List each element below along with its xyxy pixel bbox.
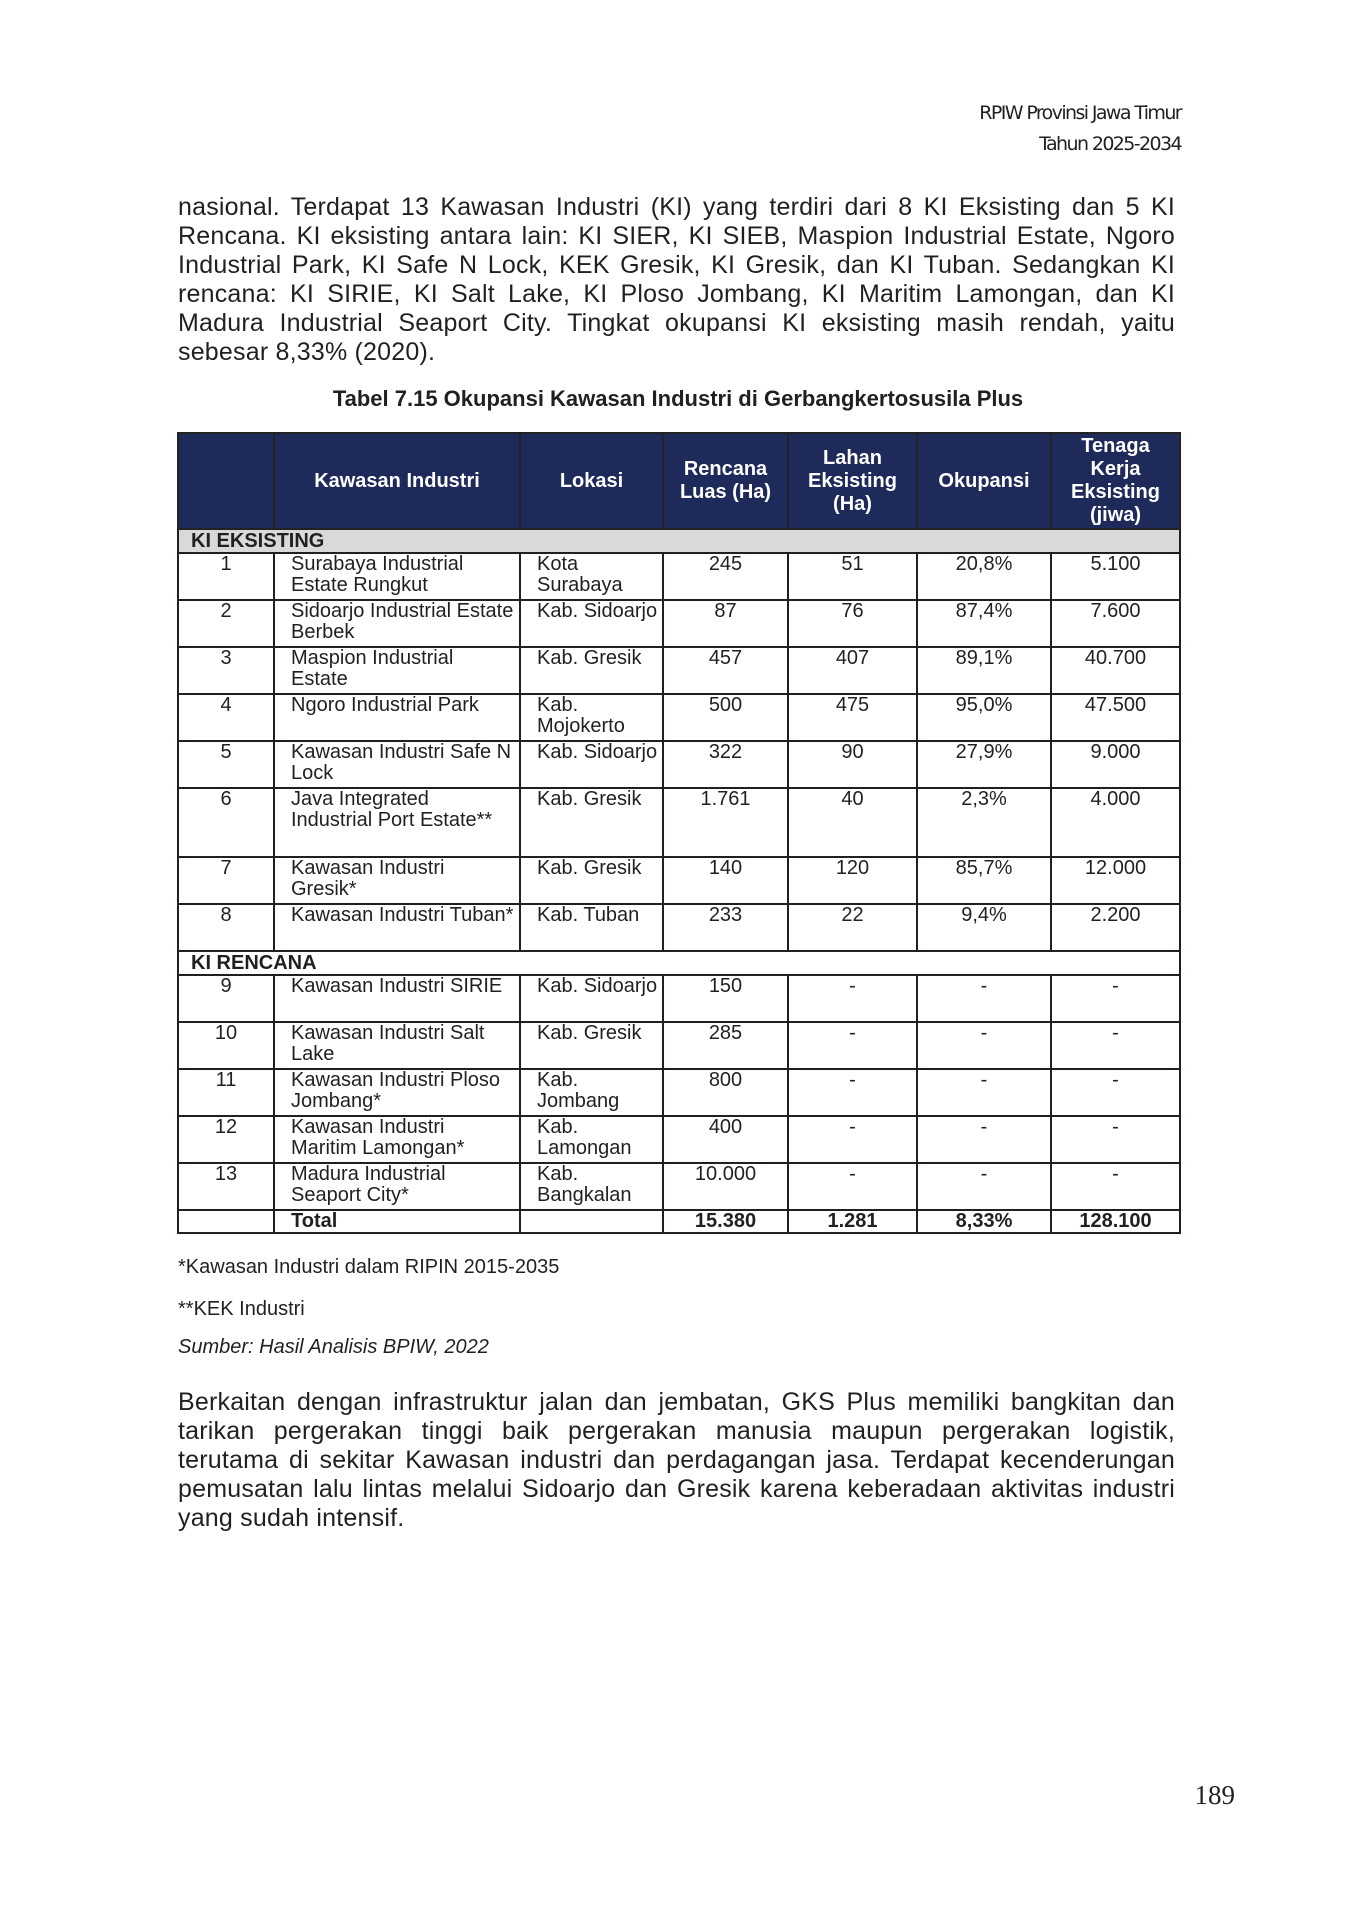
- table-row: [178, 857, 1180, 904]
- cell-no: 10: [178, 1022, 274, 1069]
- cell-tenaga-kerja: 9.000: [1051, 741, 1180, 788]
- cell-rencana-luas: 322: [663, 741, 788, 788]
- cell-okupansi: 85,7%: [917, 857, 1051, 904]
- cell-kawasan: Java Integrated Industrial Port Estate**: [274, 788, 520, 857]
- table-row: [178, 788, 1180, 857]
- cell-rencana-luas: 1.761: [663, 788, 788, 857]
- cell-no: 13: [178, 1163, 274, 1210]
- table-row: [178, 1163, 1180, 1210]
- cell-kawasan: Kawasan Industri SIRIE: [274, 975, 520, 1022]
- cell-lokasi: Kab. Sidoarjo: [520, 741, 663, 788]
- cell-lokasi: Kab. Gresik: [520, 857, 663, 904]
- cell-okupansi: -: [917, 1116, 1051, 1163]
- cell-lokasi: Kab. Gresik: [520, 647, 663, 694]
- total-rencana-luas: 15.380: [663, 1210, 788, 1233]
- section-row-planned: [178, 951, 1180, 975]
- header-title: RPIW Provinsi Jawa Timur: [979, 102, 1181, 124]
- table-row: [178, 741, 1180, 788]
- cell-no: [178, 1210, 274, 1233]
- table-row: [178, 1116, 1180, 1163]
- cell-kawasan: Kawasan Industri Maritim Lamongan*: [274, 1116, 520, 1163]
- cell-rencana-luas: 800: [663, 1069, 788, 1116]
- cell-kawasan: Maspion Industrial Estate: [274, 647, 520, 694]
- cell-tenaga-kerja: -: [1051, 1116, 1180, 1163]
- cell-tenaga-kerja: 4.000: [1051, 788, 1180, 857]
- cell-okupansi: 20,8%: [917, 553, 1051, 600]
- total-row: [178, 1210, 1180, 1233]
- col-header-rencana-luas: Rencana Luas (Ha): [663, 433, 788, 529]
- cell-lahan-eksisting: 90: [788, 741, 917, 788]
- table-row: [178, 1069, 1180, 1116]
- col-header-kawasan: Kawasan Industri: [274, 433, 520, 529]
- cell-tenaga-kerja: 5.100: [1051, 553, 1180, 600]
- col-header-no: [178, 433, 274, 529]
- cell-okupansi: 87,4%: [917, 600, 1051, 647]
- cell-rencana-luas: 233: [663, 904, 788, 951]
- cell-tenaga-kerja: 2.200: [1051, 904, 1180, 951]
- cell-okupansi: 95,0%: [917, 694, 1051, 741]
- cell-lahan-eksisting: 22: [788, 904, 917, 951]
- cell-tenaga-kerja: 12.000: [1051, 857, 1180, 904]
- cell-kawasan: Ngoro Industrial Park: [274, 694, 520, 741]
- total-okupansi: 8,33%: [917, 1210, 1051, 1233]
- cell-kawasan: Madura Industrial Seaport City*: [274, 1163, 520, 1210]
- cell-rencana-luas: 457: [663, 647, 788, 694]
- cell-okupansi: 2,3%: [917, 788, 1051, 857]
- cell-lahan-eksisting: 407: [788, 647, 917, 694]
- cell-lokasi: Kab. Bangkalan: [520, 1163, 663, 1210]
- cell-lokasi: Kab. Mojokerto: [520, 694, 663, 741]
- cell-no: 11: [178, 1069, 274, 1116]
- cell-lokasi: Kab. Lamongan: [520, 1116, 663, 1163]
- cell-lahan-eksisting: -: [788, 1022, 917, 1069]
- cell-no: 4: [178, 694, 274, 741]
- cell-rencana-luas: 10.000: [663, 1163, 788, 1210]
- cell-tenaga-kerja: -: [1051, 1022, 1180, 1069]
- total-tenaga-kerja: 128.100: [1051, 1210, 1180, 1233]
- total-lahan-eksisting: 1.281: [788, 1210, 917, 1233]
- running-header: [979, 98, 1181, 160]
- cell-rencana-luas: 400: [663, 1116, 788, 1163]
- cell-rencana-luas: 500: [663, 694, 788, 741]
- cell-kawasan: Kawasan Industri Ploso Jombang*: [274, 1069, 520, 1116]
- table-row: [178, 904, 1180, 951]
- table-row: [178, 647, 1180, 694]
- footnote-single: *Kawasan Industri dalam RIPIN 2015-2035: [178, 1256, 560, 1278]
- cell-no: 12: [178, 1116, 274, 1163]
- closing-paragraph: Berkaitan dengan infrastruktur jalan dan jembatan, GKS Plus memiliki bangkitan dan tarikan pergerakan tinggi baik pergerakan manusia maupun pergerakan logistik, terutama di sekitar Kawasan industri dan perdagangan jasa. Terdapat kecenderungan pemusatan lalu lintas melalui Sidoarjo dan Gresik karena keberadaan aktivitas industri yang sudah intensif.: [178, 1388, 1175, 1532]
- cell-okupansi: -: [917, 1022, 1051, 1069]
- cell-no: 3: [178, 647, 274, 694]
- cell-lokasi: Kab. Sidoarjo: [520, 600, 663, 647]
- col-header-tenaga-kerja: Tenaga Kerja Eksisting (jiwa): [1051, 433, 1180, 529]
- cell-lahan-eksisting: -: [788, 1163, 917, 1210]
- cell-kawasan: Sidoarjo Industrial Estate Berbek: [274, 600, 520, 647]
- cell-rencana-luas: 285: [663, 1022, 788, 1069]
- cell-lokasi: Kab. Tuban: [520, 904, 663, 951]
- cell-no: 2: [178, 600, 274, 647]
- table-row: [178, 694, 1180, 741]
- table-header-row: [178, 433, 1180, 529]
- cell-lokasi: Kab. Jombang: [520, 1069, 663, 1116]
- cell-no: 9: [178, 975, 274, 1022]
- table-row: [178, 553, 1180, 600]
- industrial-estate-table: [177, 432, 1181, 1234]
- col-header-lokasi: Lokasi: [520, 433, 663, 529]
- cell-tenaga-kerja: 40.700: [1051, 647, 1180, 694]
- cell-lahan-eksisting: -: [788, 1116, 917, 1163]
- cell-okupansi: 9,4%: [917, 904, 1051, 951]
- cell-no: 8: [178, 904, 274, 951]
- cell-no: 1: [178, 553, 274, 600]
- header-years: Tahun 2025-2034: [1039, 133, 1181, 155]
- cell-no: 7: [178, 857, 274, 904]
- intro-paragraph: nasional. Terdapat 13 Kawasan Industri (KI) yang terdiri dari 8 KI Eksisting dan 5 KI Rencana. KI eksisting antara lain: KI SIER, KI SIEB, Maspion Industrial Estate, Ngoro Industrial Park, KI Safe N Lock, KEK Gresik, KI Gresik, dan KI Tuban. Sedangkan KI rencana: KI SIRIE, KI Salt Lake, KI Ploso Jombang, KI Maritim Lamongan, dan KI Madura Industrial Seaport City. Tingkat okupansi KI eksisting masih rendah, yaitu sebesar 8,33% (2020).: [178, 193, 1175, 366]
- footnote-double: **KEK Industri: [178, 1298, 305, 1320]
- table-row: [178, 975, 1180, 1022]
- cell-tenaga-kerja: -: [1051, 1163, 1180, 1210]
- cell-lahan-eksisting: 475: [788, 694, 917, 741]
- cell-okupansi: 89,1%: [917, 647, 1051, 694]
- cell-no: 6: [178, 788, 274, 857]
- cell-lokasi: Kab. Gresik: [520, 788, 663, 857]
- cell-lokasi: Kab. Sidoarjo: [520, 975, 663, 1022]
- source-note: Sumber: Hasil Analisis BPIW, 2022: [178, 1336, 489, 1358]
- cell-lahan-eksisting: -: [788, 1069, 917, 1116]
- cell-tenaga-kerja: -: [1051, 1069, 1180, 1116]
- section-label: KI RENCANA: [178, 951, 1180, 975]
- col-header-okupansi: Okupansi: [917, 433, 1051, 529]
- page-number: 189: [1194, 1780, 1235, 1810]
- cell-lahan-eksisting: 51: [788, 553, 917, 600]
- total-label: Total: [274, 1210, 520, 1233]
- cell-lahan-eksisting: -: [788, 975, 917, 1022]
- cell-tenaga-kerja: 7.600: [1051, 600, 1180, 647]
- cell-kawasan: Kawasan Industri Tuban*: [274, 904, 520, 951]
- cell-tenaga-kerja: -: [1051, 975, 1180, 1022]
- cell-okupansi: -: [917, 1163, 1051, 1210]
- cell-rencana-luas: 140: [663, 857, 788, 904]
- cell-lokasi: Kab. Gresik: [520, 1022, 663, 1069]
- cell-no: 5: [178, 741, 274, 788]
- cell-okupansi: -: [917, 1069, 1051, 1116]
- cell-lahan-eksisting: 76: [788, 600, 917, 647]
- cell-kawasan: Surabaya Industrial Estate Rungkut: [274, 553, 520, 600]
- table-caption: Tabel 7.15 Okupansi Kawasan Industri di Gerbangkertosusila Plus: [332, 386, 1024, 411]
- col-header-lahan-eksisting: Lahan Eksisting (Ha): [788, 433, 917, 529]
- table-row: [178, 1022, 1180, 1069]
- cell-lahan-eksisting: 120: [788, 857, 917, 904]
- table-row: [178, 600, 1180, 647]
- cell-kawasan: Kawasan Industri Safe N Lock: [274, 741, 520, 788]
- cell-lokasi: Kota Surabaya: [520, 553, 663, 600]
- section-row-existing: [178, 529, 1180, 553]
- cell-rencana-luas: 150: [663, 975, 788, 1022]
- cell-kawasan: Kawasan Industri Gresik*: [274, 857, 520, 904]
- cell-okupansi: 27,9%: [917, 741, 1051, 788]
- cell-rencana-luas: 245: [663, 553, 788, 600]
- cell-kawasan: Kawasan Industri Salt Lake: [274, 1022, 520, 1069]
- cell-rencana-luas: 87: [663, 600, 788, 647]
- cell-lahan-eksisting: 40: [788, 788, 917, 857]
- cell-okupansi: -: [917, 975, 1051, 1022]
- cell-tenaga-kerja: 47.500: [1051, 694, 1180, 741]
- section-label: KI EKSISTING: [178, 529, 1180, 553]
- cell-lokasi: [520, 1210, 663, 1233]
